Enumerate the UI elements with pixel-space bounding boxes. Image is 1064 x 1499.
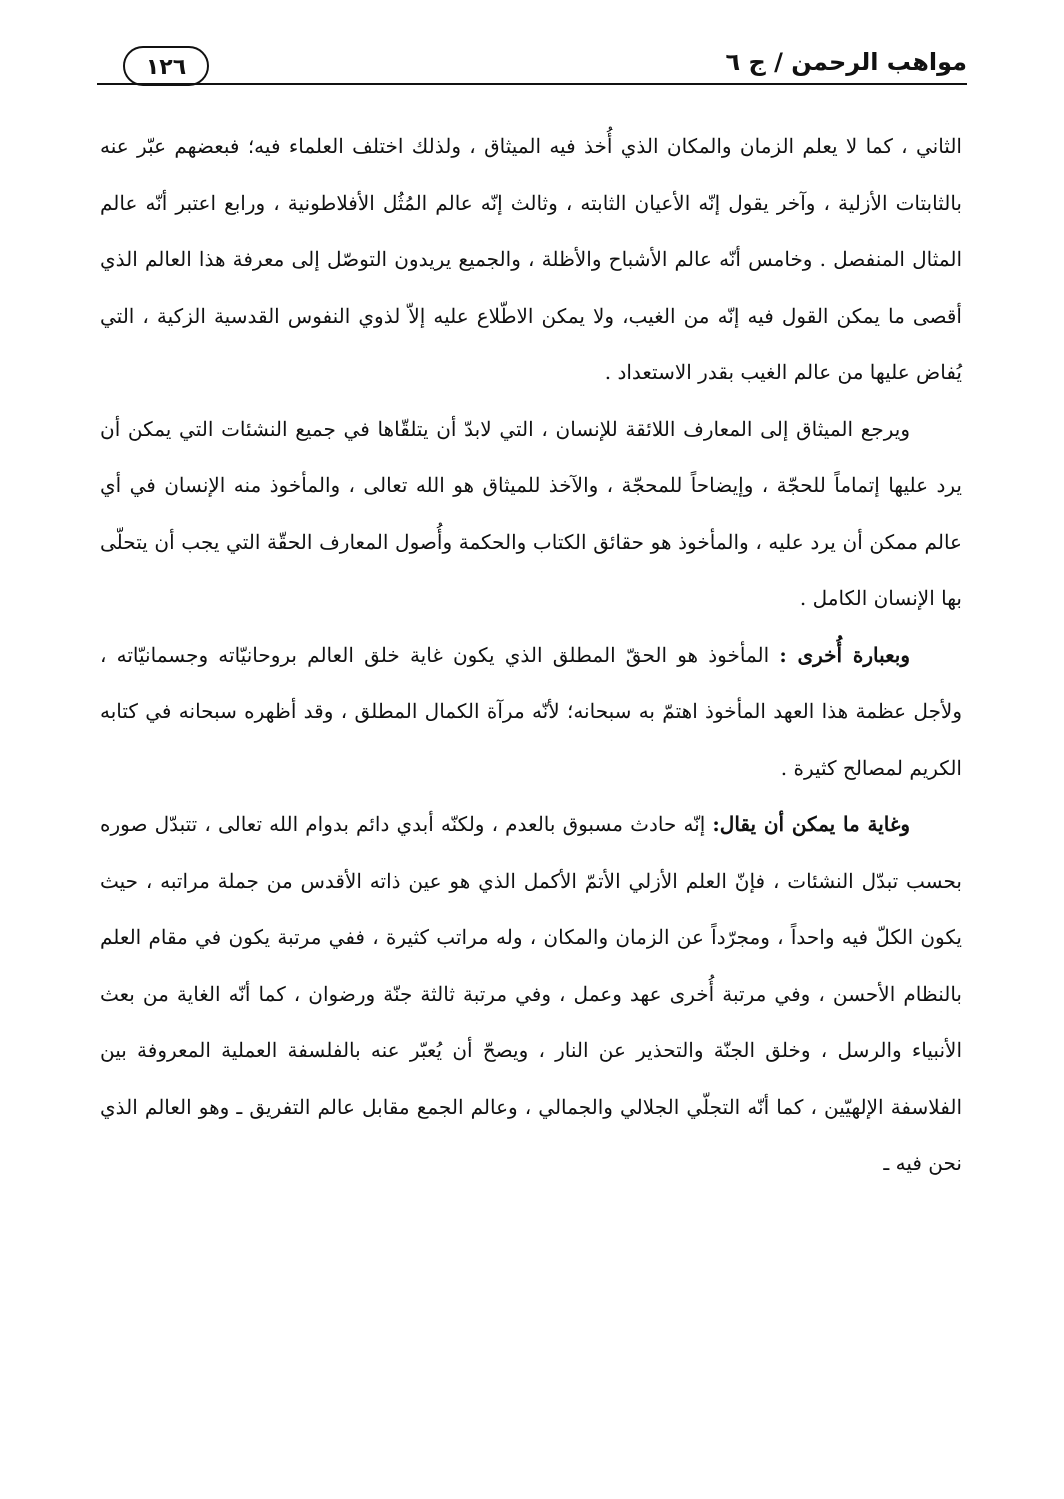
paragraph-text: الثاني ، كما لا يعلم الزمان والمكان الذي أُخذ فيه الميثاق ، ولذلك اختلف العلماء فيه؛ فبعضهم عبّر عنه بالثابتات الأزلية ، وآخر يقول إنّه الأعيان الثابته ، وثالث إنّه عالم المُثُل الأفلاطونية ، ورابع اعتبر أنّه عالم المثال المنفصل . وخامس أنّه عالم الأشباح والأظلة ، والجميع يريدون التوصّل إلى معرفة هذا العالم الذي أقصى ما يمكن القول فيه إنّه من الغيب، ولا يمكن الاطّلاع عليه إلاّ لذوي النفوس القدسية الزكية ، التي يُفاض عليها من عالم الغيب بقدر الاستعداد .: [100, 134, 962, 384]
paragraph-lead: وغاية ما يمكن أن يقال:: [712, 812, 910, 836]
paragraph: [100, 118, 962, 401]
paragraph-lead: وبعبارة أُخرى :: [779, 642, 910, 667]
header-rule: [97, 83, 967, 85]
page-header: [97, 42, 967, 92]
paragraph: [100, 796, 962, 1192]
page-number: ١٢٦: [123, 46, 209, 86]
paragraph: [100, 627, 962, 797]
body-text: [100, 118, 962, 1192]
paragraph-text: إنّه حادث مسبوق بالعدم ، ولكنّه أبدي دائم بدوام الله تعالى ، تتبدّل صوره بحسب تبدّل النشئات ، فإنّ العلم الأزلي الأتمّ الأكمل الذي هو عين ذاته الأقدس من جملة مراتبه ، حيث يكون الكلّ فيه واحداً ، ومجرّداً عن الزمان والمكان ، وله مراتب كثيرة ، ففي مرتبة يكون في مقام العلم بالنظام الأحسن ، وفي مرتبة أُخرى عهد وعمل ، وفي مرتبة ثالثة جنّة ورضوان ، كما أنّه الغاية من بعث الأنبياء والرسل ، وخلق الجنّة والتحذير عن النار ، ويصحّ أن يُعبّر عنه بالفلسفة العملية المعروفة بين الفلاسفة الإلهيّين ، كما أنّه التجلّي الجلالي والجمالي ، وعالم الجمع مقابل عالم التفريق ـ وهو العالم الذي نحن فيه ـ: [100, 812, 962, 1175]
paragraph-text: ويرجع الميثاق إلى المعارف اللائقة للإنسان ، التي لابدّ أن يتلقّاها في جميع النشئات التي يمكن أن يرد عليها إتماماً للحجّة ، وإيضاحاً للمحجّة ، والآخذ للميثاق هو الله تعالى ، والمأخوذ منه الإنسان في أي عالم ممكن أن يرد عليه ، والمأخوذ هو حقائق الكتاب والحكمة وأُصول المعارف الحقّة التي يجب أن يتحلّى بها الإنسان الكامل .: [100, 416, 962, 610]
paragraph-text: المأخوذ هو الحقّ المطلق الذي يكون غاية خلق العالم بروحانيّاته وجسمانيّاته ، ولأجل عظمة هذا العهد المأخوذ اهتمّ به سبحانه؛ لأنّه مرآة الكمال المطلق ، وقد أظهره سبحانه في كتابه الكريم لمصالح كثيرة .: [100, 642, 962, 780]
running-title: مواهب الرحمن / ج ٦: [725, 48, 967, 76]
paragraph: [100, 401, 962, 627]
